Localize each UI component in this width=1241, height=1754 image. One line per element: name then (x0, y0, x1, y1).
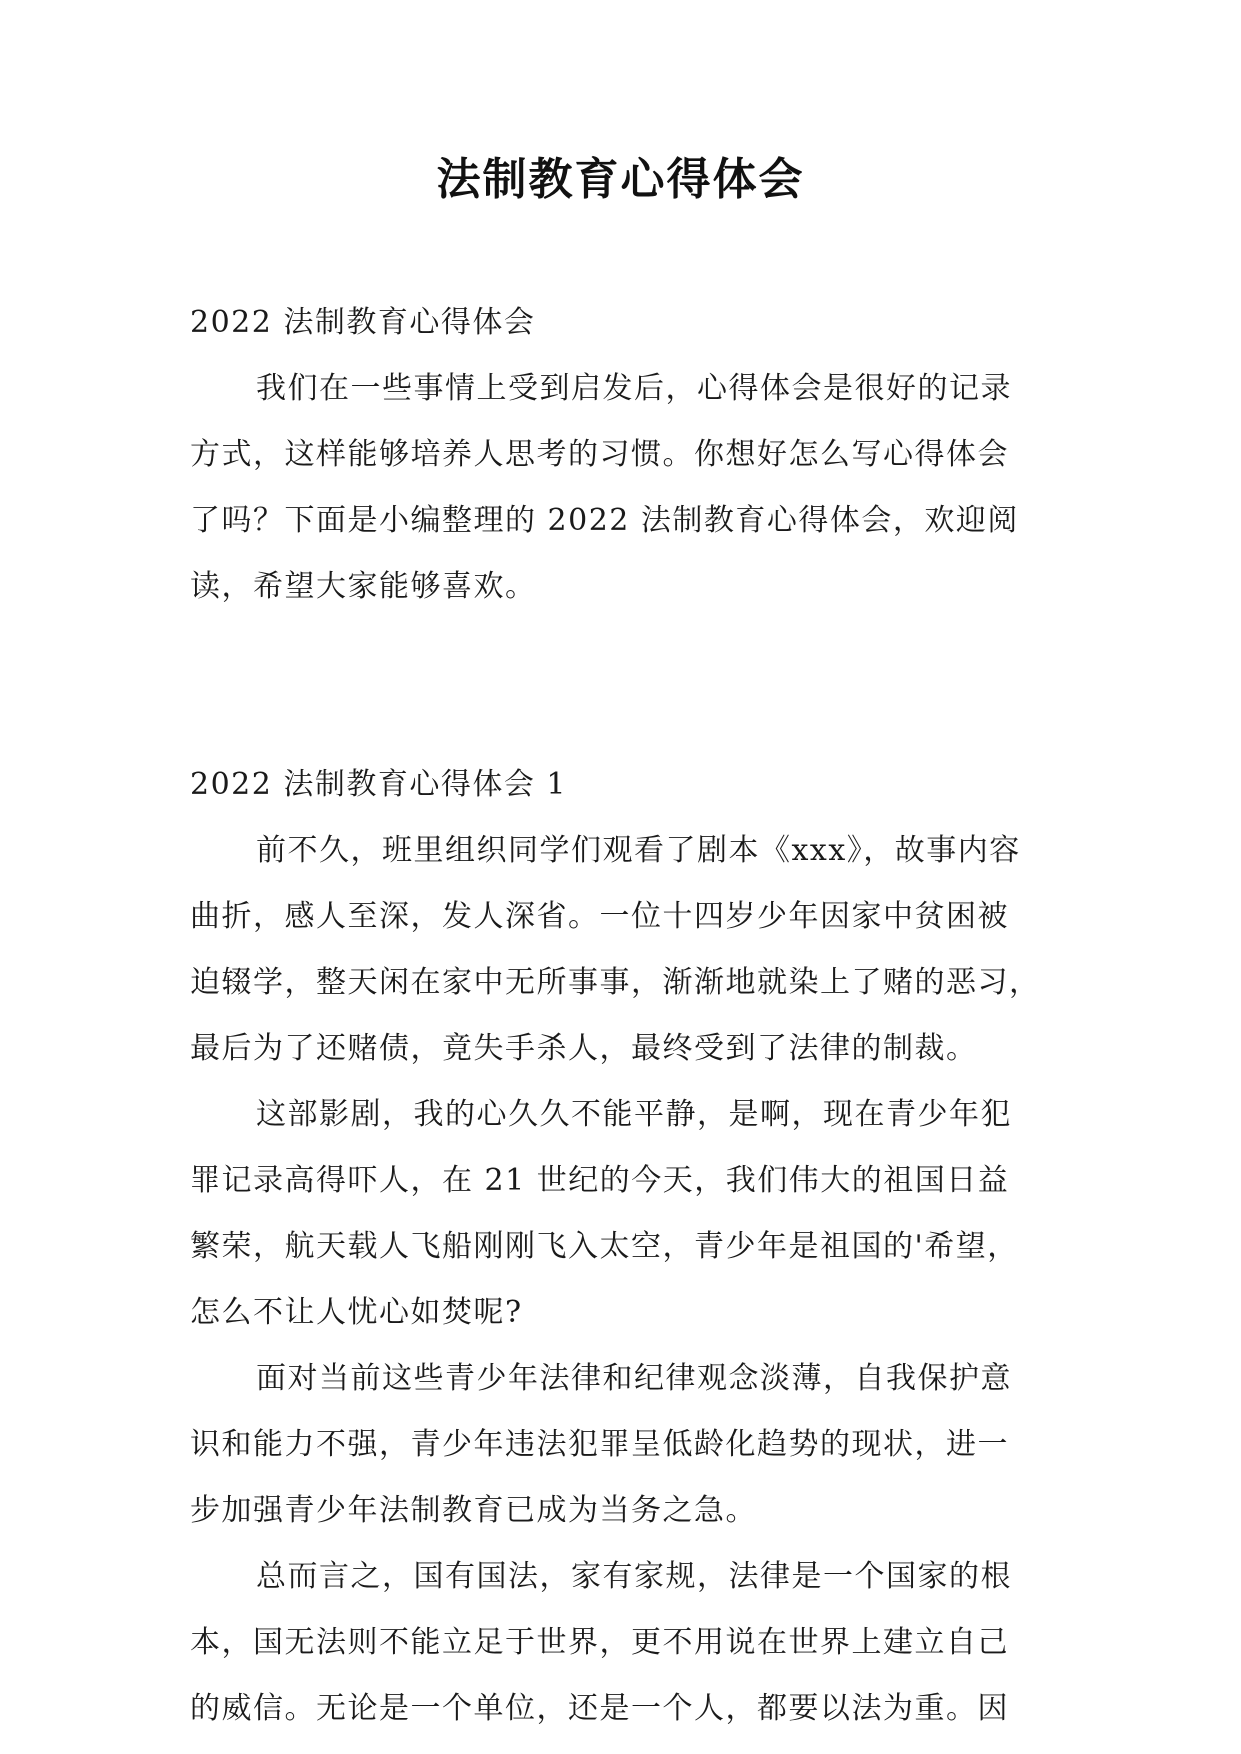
paragraph-line: 怎么不让人忧心如焚呢? (190, 1295, 523, 1330)
section-1-paragraph-4 (190, 1544, 1052, 1742)
paragraph-line: 我们在一些事情上受到启发后，心得体会是很好的记录 (256, 371, 1012, 406)
paragraph-line: 的威信。无论是一个单位，还是一个人，都要以法为重。因 (190, 1691, 1009, 1726)
paragraph-line: 最后为了还赌债，竟失手杀人，最终受到了法律的制裁。 (190, 1031, 978, 1066)
paragraph-line: 繁荣，航天载人飞船刚刚飞入太空，青少年是祖国的'希望， (190, 1229, 1019, 1264)
paragraph-line: 读，希望大家能够喜欢。 (190, 569, 537, 604)
paragraph-line: 曲折，感人至深，发人深省。一位十四岁少年因家中贫困被 (190, 899, 1009, 934)
paragraph-line: 了吗？下面是小编整理的 2022 法制教育心得体会，欢迎阅 (190, 503, 1019, 538)
paragraph-line: 前不久，班里组织同学们观看了剧本《xxx》，故事内容 (256, 833, 1021, 868)
paragraph-line: 罪记录高得吓人，在 21 世纪的今天，我们伟大的祖国日益 (190, 1163, 1010, 1198)
section-spacer (190, 620, 1052, 752)
paragraph-line: 迫辍学，整天闲在家中无所事事，渐渐地就染上了赌的恶习， (190, 965, 1041, 1000)
document-body (190, 290, 1052, 1742)
document-title: 法制教育心得体会 (436, 154, 805, 205)
paragraph-line: 方式，这样能够培养人思考的习惯。你想好怎么写心得体会 (190, 437, 1009, 472)
intro-paragraph (190, 356, 1052, 620)
paragraph-line: 总而言之，国有国法，家有家规，法律是一个国家的根 (256, 1559, 1012, 1594)
section-1-heading: 2022 法制教育心得体会 1 (190, 767, 568, 802)
paragraph-line: 步加强青少年法制教育已成为当务之急。 (190, 1493, 757, 1528)
section-1-paragraph-2 (190, 1082, 1052, 1346)
paragraph-line: 识和能力不强，青少年违法犯罪呈低龄化趋势的现状，进一 (190, 1427, 1009, 1462)
section-1-paragraph-3 (190, 1346, 1052, 1544)
paragraph-line: 这部影剧，我的心久久不能平静，是啊，现在青少年犯 (256, 1097, 1012, 1132)
section-1-paragraph-1 (190, 818, 1052, 1082)
paragraph-line: 本，国无法则不能立足于世界，更不用说在世界上建立自己 (190, 1625, 1009, 1660)
intro-heading: 2022 法制教育心得体会 (190, 305, 536, 340)
paragraph-line: 面对当前这些青少年法律和纪律观念淡薄，自我保护意 (256, 1361, 1012, 1396)
